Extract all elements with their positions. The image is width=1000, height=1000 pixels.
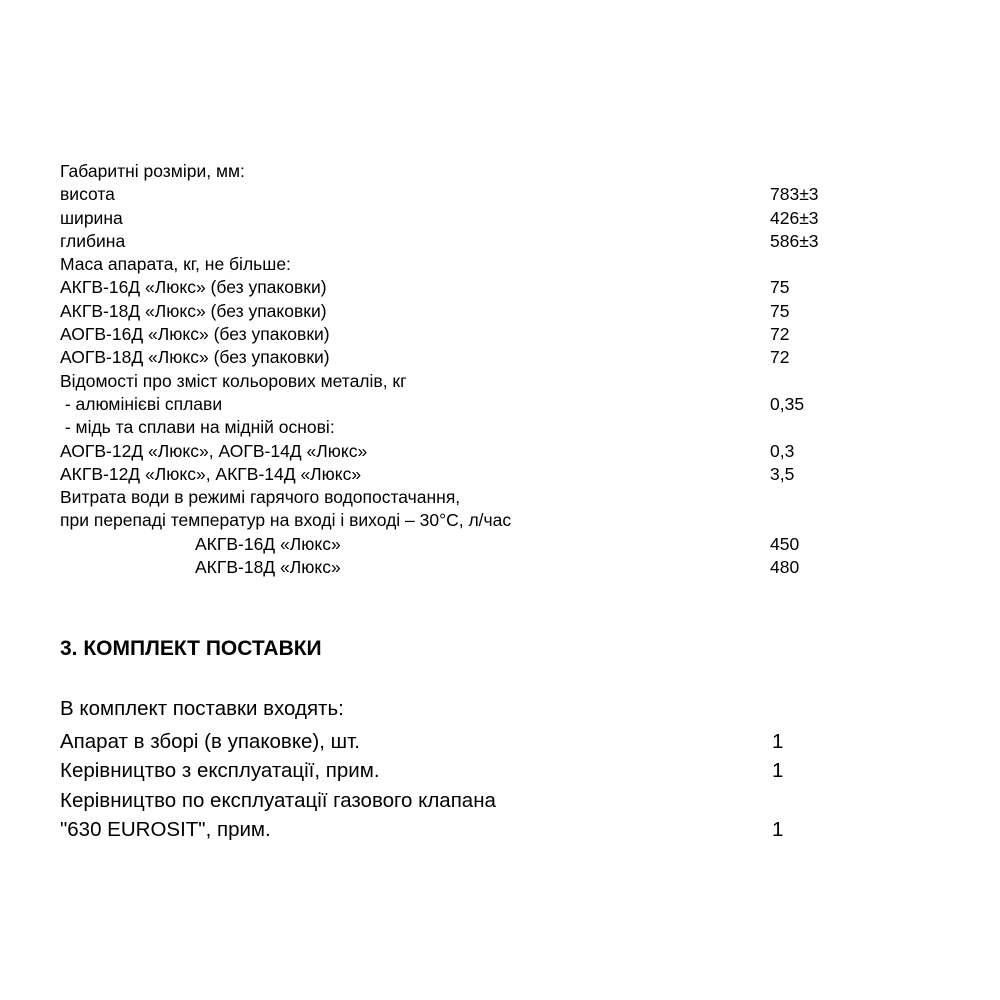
kit-item-label: "630 EUROSIT", прим. [60, 817, 271, 841]
spec-row-depth [60, 230, 840, 253]
spec-row-dimensions-header [60, 160, 840, 183]
kit-item-label: Апарат в зборі (в упаковке), шт. [60, 730, 360, 753]
spec-label: Відомості про зміст кольорових металів, кг [60, 370, 407, 391]
spec-value: 72 [770, 324, 790, 345]
spec-row-aluminium [60, 393, 840, 416]
spec-label: АОГВ-12Д «Люкс», АОГВ-14Д «Люкс» [60, 440, 368, 461]
kit-item-manual [60, 756, 840, 785]
spec-value: 586±3 [770, 230, 819, 251]
spec-row-mass-akgv16 [60, 276, 840, 299]
kit-item-label: Керівництво з експлуатації, прим. [60, 759, 380, 783]
specifications-table [60, 160, 840, 579]
spec-label: висота [60, 184, 115, 205]
spec-value: 3,5 [770, 463, 795, 484]
spec-row-mass-header [60, 253, 840, 276]
spec-value: 0,3 [770, 440, 795, 461]
spec-row-mass-aogv16 [60, 323, 840, 346]
kit-item-label: Керівництво по експлуатації газового клапана [60, 788, 496, 812]
spec-label: Витрата води в режимі гарячого водопостачання, [60, 487, 461, 508]
spec-label: ширина [60, 207, 123, 228]
spec-value: 75 [770, 277, 790, 298]
spec-row-copper-aogv [60, 440, 840, 463]
spec-label: Маса апарата, кг, не більше: [60, 254, 291, 275]
spec-row-water-condition [60, 509, 840, 532]
spec-value: 72 [770, 347, 790, 368]
spec-value: 426±3 [770, 207, 819, 228]
spec-value: 0,35 [770, 393, 805, 414]
spec-row-metals-header [60, 370, 840, 393]
spec-row-water-akgv18 [60, 556, 840, 579]
spec-label: при перепаді температур на вході і виході – 30°C, л/час [60, 510, 512, 531]
kit-item-quantity: 1 [772, 817, 784, 841]
kit-list [60, 727, 840, 844]
spec-label: АОГВ-16Д «Люкс» (без упаковки) [60, 324, 330, 345]
spec-label: АКГВ-16Д «Люкс» (без упаковки) [60, 277, 327, 298]
kit-item-quantity: 1 [772, 759, 784, 783]
kit-item-valve-manual-line2 [60, 815, 840, 844]
spec-label: АКГВ-12Д «Люкс», АКГВ-14Д «Люкс» [60, 463, 362, 484]
spec-row-copper-akgv [60, 463, 840, 486]
spec-label: глибина [60, 230, 126, 251]
kit-item-apparatus [60, 727, 840, 756]
spec-label: - мідь та сплави на мідній основі: [60, 417, 335, 438]
kit-item-quantity: 1 [772, 730, 784, 753]
spec-row-water-akgv16 [60, 533, 840, 556]
spec-value: 480 [770, 557, 800, 578]
spec-label: АКГВ-18Д «Люкс» (без упаковки) [60, 300, 327, 321]
kit-intro: В комплект поставки входять: [60, 697, 344, 720]
spec-label: АКГВ-18Д «Люкс» [195, 557, 341, 578]
spec-row-mass-akgv18 [60, 300, 840, 323]
spec-row-mass-aogv18 [60, 346, 840, 369]
spec-label: АКГВ-16Д «Люкс» [195, 533, 341, 554]
spec-label: - алюмінієві сплави [60, 393, 223, 414]
spec-row-copper-header [60, 416, 840, 439]
section-title: 3. КОМПЛЕКТ ПОСТАВКИ [60, 637, 322, 660]
spec-row-width [60, 207, 840, 230]
spec-value: 450 [770, 533, 800, 554]
spec-value: 783±3 [770, 184, 819, 205]
spec-value: 75 [770, 300, 790, 321]
spec-row-water-header [60, 486, 840, 509]
spec-row-height [60, 183, 840, 206]
spec-label: Габаритні розміри, мм: [60, 161, 245, 181]
spec-label: АОГВ-18Д «Люкс» (без упаковки) [60, 347, 330, 368]
kit-item-valve-manual-line1 [60, 786, 840, 815]
